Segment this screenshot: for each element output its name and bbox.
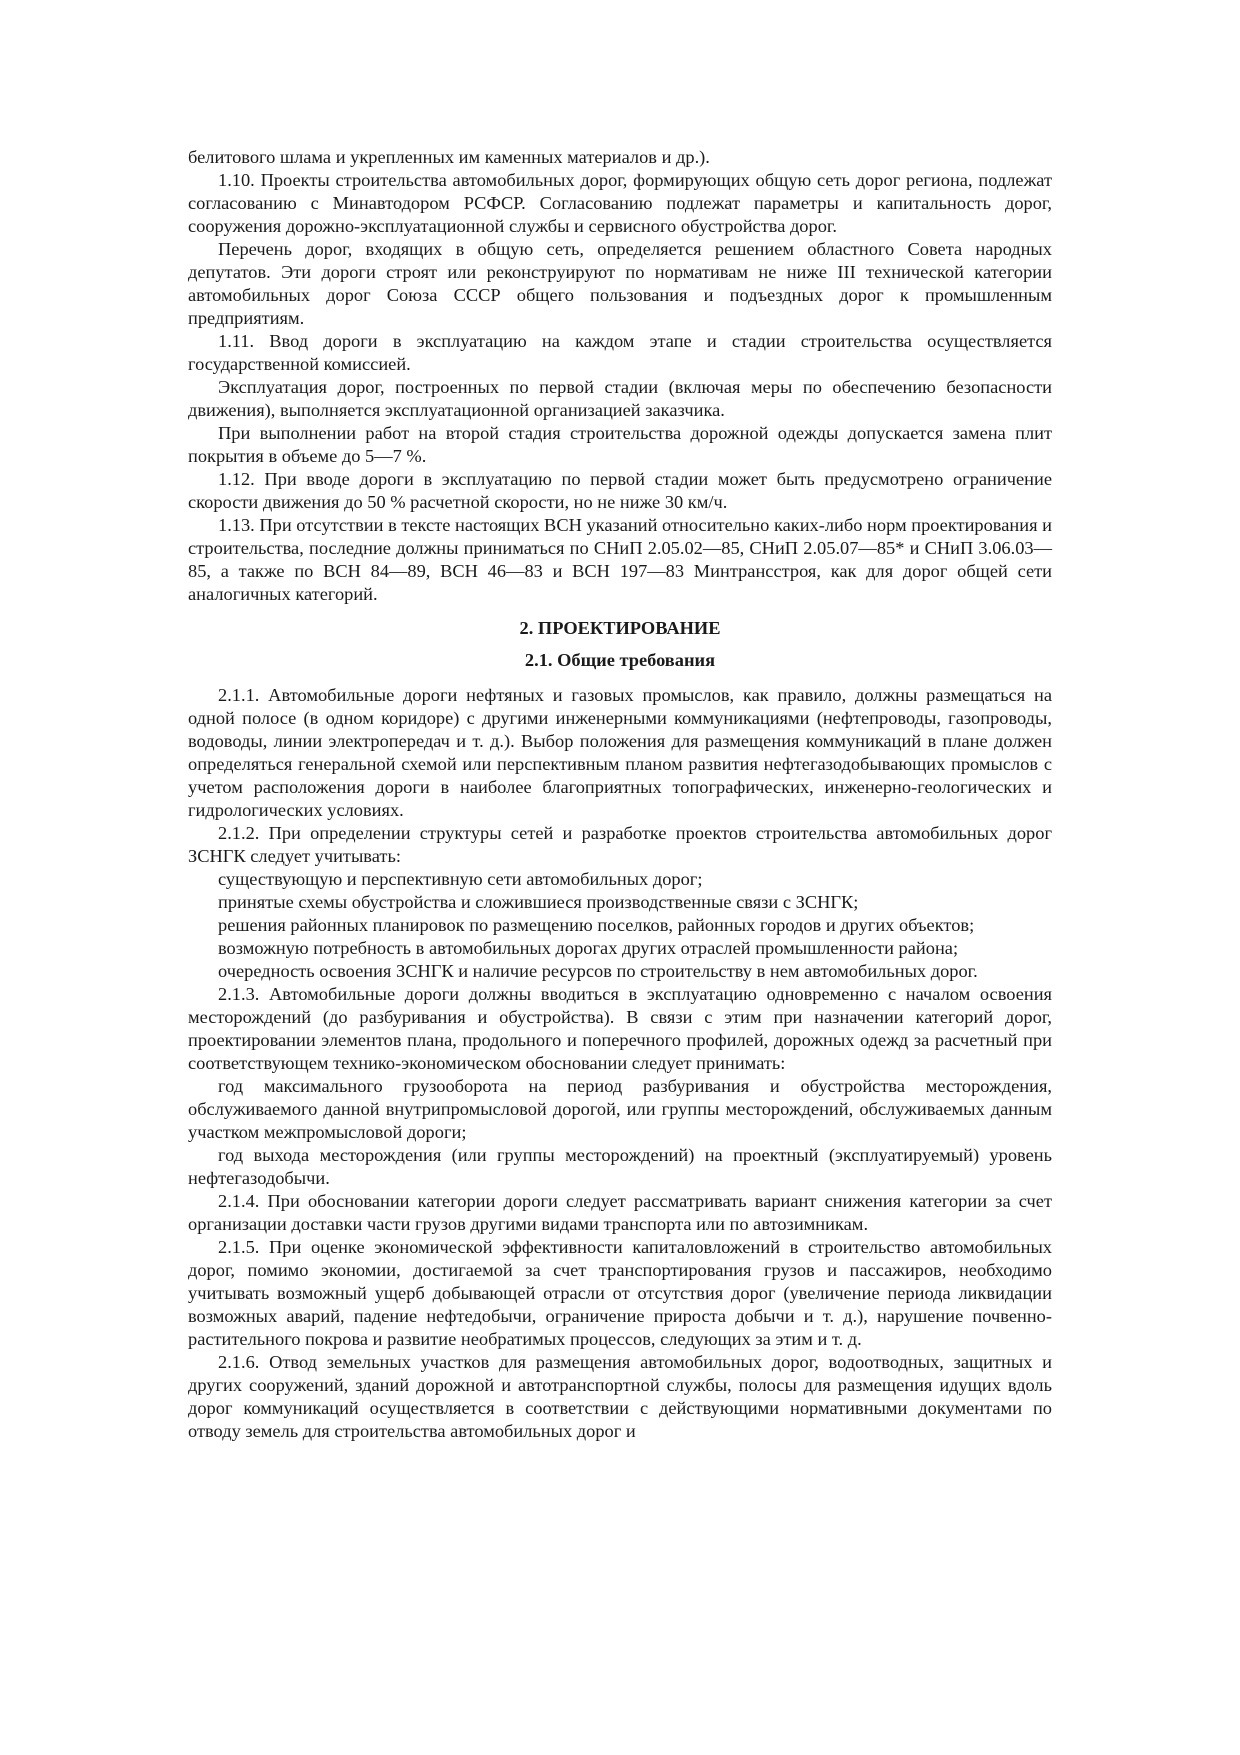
paragraph: существующую и перспективную сети автомобильных дорог;: [218, 869, 703, 889]
paragraph: 1.13. При отсутствии в тексте настоящих ВСН указаний относительно каких-либо норм проектирования и строительства, последние должны приниматься по СНиП 2.05.02—85, СНиП 2.05.07—85* и СНиП 3.06.03—85, а также по ВСН 84—89, ВСН 46—83 и ВСН 197—83 Минтрансстроя, как для дорог общей сети аналогичных категорий.: [188, 515, 1052, 604]
paragraph: 2.1.1. Автомобильные дороги нефтяных и газовых промыслов, как правило, должны размещаться на одной полосе (в одном коридоре) с другими инженерными коммуникациями (нефтепроводы, газопроводы, водоводы, линии электропередач и т. д.). Выбор положения для размещения коммуникаций в плане должен определяться генеральной схемой или перспективным планом развития нефтегазодобывающих промыслов с учетом расположения дороги в наиболее благоприятных топографических, инженерно-геологических и гидрологических условиях.: [188, 685, 1052, 820]
paragraph: 1.12. При вводе дороги в эксплуатацию по первой стадии может быть предусмотрено ограничение скорости движения до 50 % расчетной скорости, но не ниже 30 км/ч.: [188, 469, 1052, 512]
paragraph: 1.11. Ввод дороги в эксплуатацию на каждом этапе и стадии строительства осуществляется государственной комиссией.: [188, 331, 1052, 374]
section-2-1-body: [188, 684, 1052, 1443]
paragraph: очередность освоения ЗСНГК и наличие ресурсов по строительству в нем автомобильных дорог.: [218, 961, 978, 981]
paragraph: решения районных планировок по размещению поселков, районных городов и других объектов;: [218, 915, 975, 935]
paragraph: 2.1.4. При обосновании категории дороги следует рассматривать вариант снижения категории за счет организации доставки части грузов другими видами транспорта или по автозимникам.: [188, 1191, 1052, 1234]
paragraph: 2.1.2. При определении структуры сетей и разработке проектов строительства автомобильных дорог ЗСНГК следует учитывать:: [188, 823, 1052, 866]
paragraph: 1.10. Проекты строительства автомобильных дорог, формирующих общую сеть дорог региона, подлежат согласованию с Минавтодором РСФСР. Согласованию подлежат параметры и капитальность дорог, сооружения дорожно-эксплуатационной службы и сервисного обустройства дорог.: [188, 170, 1052, 236]
paragraph: При выполнении работ на второй стадия строительства дорожной одежды допускается замена плит покрытия в объеме до 5—7 %.: [188, 423, 1052, 466]
section-1-continuation: [188, 146, 1052, 606]
paragraph: год максимального грузооборота на период разбуривания и обустройства месторождения, обслуживаемого данной внутрипромысловой дорогой, или группы месторождений, обслуживаемых данным участком межпромысловой дороги;: [188, 1076, 1052, 1142]
paragraph: 2.1.6. Отвод земельных участков для размещения автомобильных дорог, водоотводных, защитных и других сооружений, зданий дорожной и автотранспортной службы, полосы для размещения идущих вдоль дорог коммуникаций осуществляется в соответствии с действующими нормативными документами по отводу земель для строительства автомобильных дорог и: [188, 1352, 1052, 1441]
subsection-heading: 2.1. Общие требования: [524, 650, 716, 670]
paragraph: год выхода месторождения (или группы месторождений) на проектный (эксплуатируемый) уровень нефтегазодобычи.: [188, 1145, 1052, 1188]
paragraph: Эксплуатация дорог, построенных по первой стадии (включая меры по обеспечению безопасности движения), выполняется эксплуатационной организацией заказчика.: [188, 377, 1052, 420]
section-heading: 2. ПРОЕКТИРОВАНИЕ: [519, 618, 721, 638]
paragraph: 2.1.5. При оценке экономической эффективности капиталовложений в строительство автомобильных дорог, помимо экономии, достигаемой за счет транспортирования грузов и пассажиров, необходимо учитывать возможный ущерб добывающей отрасли от отсутствия дорог (увеличение периода ликвидации возможных аварий, падение нефтедобычи, ограничение прироста добычи и т. д.), нарушение почвенно-растительного покрова и развитие необратимых процессов, следующих за этим и т. д.: [188, 1237, 1052, 1349]
document-page: [188, 146, 1052, 1443]
paragraph: возможную потребность в автомобильных дорогах других отраслей промышленности района;: [218, 938, 959, 958]
paragraph: принятые схемы обустройства и сложившиеся производственные связи с ЗСНГК;: [218, 892, 859, 912]
paragraph: 2.1.3. Автомобильные дороги должны вводиться в эксплуатацию одновременно с началом освоения месторождений (до разбуривания и обустройства). В связи с этим при назначении категорий дорог, проектировании элементов плана, продольного и поперечного профилей, дорожных одежд за расчетный при соответствующем технико-экономическом обосновании следует принимать:: [188, 984, 1052, 1073]
paragraph: белитового шлама и укрепленных им каменных материалов и др.).: [188, 147, 710, 167]
paragraph: Перечень дорог, входящих в общую сеть, определяется решением областного Совета народных депутатов. Эти дороги строят или реконструируют по нормативам не ниже III технической категории автомобильных дорог Союза СССР общего пользования и подъездных дорог к промышленным предприятиям.: [188, 239, 1052, 328]
